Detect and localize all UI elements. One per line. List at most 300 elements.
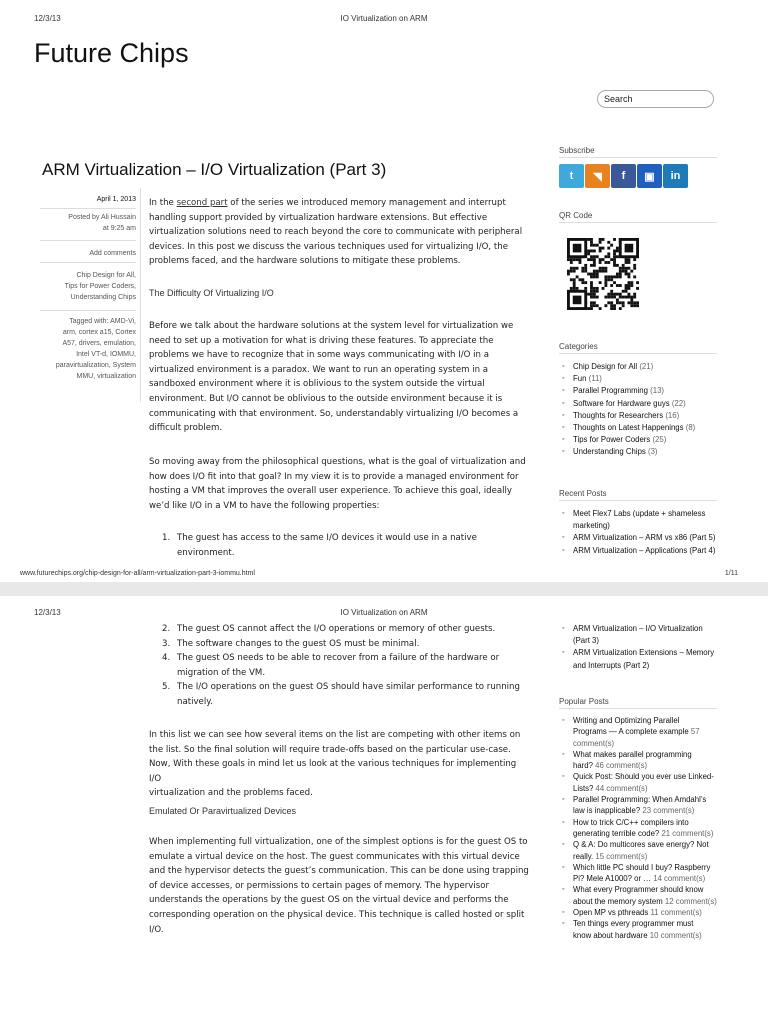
text-line: virtualization and the problems faced. bbox=[149, 788, 313, 799]
popular-post-link[interactable] bbox=[559, 771, 719, 794]
category-item[interactable] bbox=[559, 398, 719, 410]
qr-module bbox=[573, 267, 576, 270]
category-link[interactable]: Tips for Power Coders, bbox=[64, 283, 136, 290]
popular-posts-list bbox=[559, 715, 719, 941]
qr-module bbox=[627, 273, 630, 276]
list-item bbox=[162, 637, 522, 652]
qr-module bbox=[604, 270, 607, 273]
qr-module bbox=[625, 287, 628, 290]
text-line: sandboxed environment where it is oblivious to the system outside the virtual bbox=[149, 379, 485, 390]
popular-post-line: Ten things every programmer must bbox=[573, 919, 694, 929]
qr-module bbox=[599, 267, 602, 270]
qr-module bbox=[610, 258, 613, 261]
text-line: need to set up a motivation for what is driving these features. To appreciate the bbox=[149, 335, 494, 346]
bullet-icon: ◦ bbox=[562, 399, 565, 407]
qr-module bbox=[636, 301, 639, 304]
category-item[interactable] bbox=[559, 410, 719, 422]
second-part-link[interactable]: second part bbox=[176, 198, 228, 208]
delicious-icon[interactable]: ▣ bbox=[637, 164, 662, 188]
popular-post-link[interactable] bbox=[559, 918, 719, 941]
popular-post-title: generating terrible code? bbox=[573, 828, 660, 838]
qr-module bbox=[593, 255, 596, 258]
qr-module bbox=[593, 275, 596, 278]
qr-module bbox=[625, 296, 628, 299]
list-number: 3. bbox=[162, 638, 171, 649]
bullet-icon: ◦ bbox=[562, 363, 565, 370]
qr-module bbox=[596, 255, 599, 258]
qr-module bbox=[604, 261, 607, 264]
qr-module bbox=[576, 275, 579, 278]
qr-module bbox=[590, 241, 593, 244]
qr-module bbox=[607, 252, 610, 255]
bullet-icon: ◦ bbox=[562, 909, 565, 917]
qr-module bbox=[587, 307, 590, 310]
recent-post-link[interactable] bbox=[559, 508, 719, 532]
qr-module bbox=[590, 275, 593, 278]
qr-module bbox=[619, 273, 622, 276]
comment-count: 46 comment(s) bbox=[595, 761, 648, 771]
qr-module bbox=[604, 255, 607, 258]
qr-module bbox=[593, 264, 596, 267]
divider bbox=[40, 208, 136, 209]
qr-module bbox=[610, 293, 613, 296]
popular-post-link[interactable] bbox=[559, 749, 719, 772]
list-item-text: The I/O operations on the guest OS should have similar performance to running bbox=[177, 682, 520, 693]
category-item[interactable] bbox=[559, 446, 719, 458]
qr-module bbox=[567, 273, 570, 276]
qr-module bbox=[599, 238, 602, 241]
qr-module bbox=[625, 270, 628, 273]
popular-post-line bbox=[573, 805, 719, 816]
qr-module bbox=[630, 301, 633, 304]
popular-post-line: How to trick C/C++ compilers into bbox=[573, 817, 689, 827]
qr-module bbox=[616, 264, 619, 267]
category-name[interactable]: Thoughts on Latest Happenings bbox=[573, 423, 684, 433]
list-item-text: The software changes to the guest OS must be minimal. bbox=[177, 638, 420, 649]
popular-post-line bbox=[573, 828, 719, 839]
qr-module bbox=[607, 301, 610, 304]
qr-module bbox=[619, 275, 622, 278]
category-count: (3) bbox=[648, 447, 658, 457]
qr-module bbox=[630, 270, 633, 273]
qr-module bbox=[584, 287, 587, 290]
text-line: the list. So the final solution will require trade-offs based on the particular use-case. bbox=[149, 744, 511, 755]
qr-module bbox=[610, 301, 613, 304]
bullet-icon: ◦ bbox=[562, 796, 565, 804]
category-item[interactable] bbox=[559, 434, 719, 446]
properties-list bbox=[162, 531, 522, 560]
qr-module bbox=[627, 296, 630, 299]
category-item[interactable] bbox=[559, 373, 719, 385]
qr-module bbox=[627, 287, 630, 290]
bullet-icon: ◦ bbox=[562, 424, 565, 432]
qr-module bbox=[625, 273, 628, 276]
qr-module bbox=[599, 247, 602, 250]
bullet-icon: ◦ bbox=[562, 863, 565, 871]
qr-module bbox=[576, 287, 579, 290]
qr-module bbox=[602, 247, 605, 250]
qr-module bbox=[610, 307, 613, 310]
qr-module bbox=[622, 296, 625, 299]
qr-module bbox=[613, 304, 616, 307]
qr-module bbox=[602, 287, 605, 290]
divider bbox=[559, 222, 717, 223]
comment-count: 21 comment(s) bbox=[661, 828, 714, 838]
divider bbox=[559, 708, 717, 709]
popular-post-line bbox=[573, 907, 719, 918]
qr-module bbox=[573, 287, 576, 290]
qr-module bbox=[627, 301, 630, 304]
qr-module bbox=[567, 258, 570, 261]
paragraph-tradeoffs bbox=[149, 728, 529, 801]
qr-module bbox=[570, 270, 573, 273]
popular-post-line bbox=[573, 851, 719, 862]
qr-module bbox=[607, 293, 610, 296]
popular-post-title: know about hardware bbox=[573, 930, 648, 940]
category-count: (11) bbox=[588, 374, 602, 384]
qr-module bbox=[593, 273, 596, 276]
bullet-icon: ◦ bbox=[562, 649, 565, 657]
qr-module bbox=[630, 281, 633, 284]
qr-module bbox=[593, 293, 596, 296]
post-date: April 1, 2013 bbox=[96, 196, 136, 203]
category-item[interactable] bbox=[559, 385, 719, 397]
qr-title: QR Code bbox=[559, 211, 593, 220]
comment-count: 15 comment(s) bbox=[595, 851, 648, 861]
qr-module bbox=[619, 296, 622, 299]
category-name[interactable]: Chip Design for All bbox=[573, 362, 638, 371]
qr-module bbox=[581, 270, 584, 273]
qr-module bbox=[607, 241, 610, 244]
text-line: we’d like I/O in a VM to have the following properties: bbox=[149, 500, 380, 511]
qr-module bbox=[627, 275, 630, 278]
qr-module bbox=[570, 261, 573, 264]
qr-module bbox=[590, 281, 593, 284]
qr-module bbox=[604, 296, 607, 299]
popular-post-line bbox=[573, 896, 719, 907]
qr-module bbox=[596, 296, 599, 299]
qr-module bbox=[576, 258, 579, 261]
print-page-2 bbox=[0, 596, 768, 1024]
popular-posts-title: Popular Posts bbox=[559, 697, 609, 706]
popular-post-line: What every Programmer should know bbox=[573, 885, 704, 895]
search-input[interactable]: Search bbox=[597, 90, 714, 108]
text-line: corresponding operation on the physical device. This technique is called hosted or split bbox=[149, 909, 525, 920]
recent-post-link[interactable] bbox=[559, 532, 719, 544]
text-line: of device accesses, or permissions to certain pages of memory. The hypervisor bbox=[149, 880, 490, 891]
qr-module bbox=[607, 278, 610, 281]
intro-paragraph: In the second part of the series we introduced memory management and interrupt handling support provided by virtualization hardware extensions. But effective virtualization solutions need to reach beyond the core to communicate with peripheral devices. In this post we discuss the various techniques used for virtualizing I/O, the problems faced, and the hardware solutions to mitigate these problems. bbox=[149, 198, 523, 267]
tag-links[interactable]: arm, cortex a15, Cortex bbox=[62, 329, 136, 336]
post-categories[interactable] bbox=[40, 270, 136, 303]
qr-module bbox=[613, 264, 616, 267]
text-line: virtualized environment is a paradox. We want to run an operating system in a bbox=[149, 364, 489, 375]
divider bbox=[559, 353, 717, 354]
qr-module bbox=[616, 293, 619, 296]
category-name[interactable]: Software for Hardware guys bbox=[573, 398, 670, 408]
qr-module bbox=[573, 296, 582, 305]
popular-post-link[interactable] bbox=[559, 862, 719, 885]
qr-module bbox=[610, 290, 613, 293]
category-count: (8) bbox=[685, 423, 696, 433]
qr-module bbox=[616, 298, 619, 301]
rss-icon[interactable]: ◥ bbox=[585, 164, 610, 188]
qr-module bbox=[593, 301, 596, 304]
qr-module bbox=[593, 270, 596, 273]
popular-post-line: Quick Post: Should you ever use Linked- bbox=[573, 772, 714, 782]
qr-module bbox=[587, 258, 590, 261]
qr-module bbox=[590, 304, 593, 307]
recent-post-link[interactable] bbox=[559, 647, 719, 671]
categories-list bbox=[559, 361, 719, 459]
tag-links[interactable]: A57, drivers, emulation, bbox=[62, 340, 136, 347]
bullet-icon: ◦ bbox=[562, 510, 565, 517]
tag-links[interactable]: Tagged with: AMD-Vi, bbox=[69, 318, 136, 325]
qr-module bbox=[610, 275, 613, 278]
qr-module bbox=[590, 238, 593, 241]
text-line: how does I/O fit into that goal? In my view it is to provide a managed environment for bbox=[149, 471, 519, 482]
list-item-text: migration of the VM. bbox=[177, 667, 266, 678]
qr-module bbox=[604, 275, 607, 278]
bullet-icon: ◦ bbox=[562, 750, 565, 758]
qr-module bbox=[581, 281, 584, 284]
qr-module bbox=[616, 273, 619, 276]
popular-post-title: hard? bbox=[573, 761, 593, 771]
divider bbox=[40, 310, 136, 311]
text-line: When implementing full virtualization, one of the simplest options is for the guest OS to bbox=[149, 837, 528, 847]
qr-module bbox=[622, 270, 625, 273]
qr-module bbox=[587, 293, 590, 296]
category-item[interactable] bbox=[559, 422, 719, 434]
qr-module bbox=[627, 267, 630, 270]
recent-post-link-line: ARM Virtualization – Applications (Part 4) bbox=[573, 545, 716, 555]
recent-post-link-line: ARM Virtualization – ARM vs x86 (Part 5) bbox=[573, 533, 716, 543]
qr-module bbox=[625, 290, 628, 293]
qr-module bbox=[590, 301, 593, 304]
tag-links[interactable]: paravirtualization, System bbox=[55, 362, 136, 369]
popular-post-link[interactable] bbox=[559, 794, 719, 817]
qr-module bbox=[630, 296, 633, 299]
social-icons bbox=[559, 164, 689, 188]
qr-module bbox=[613, 293, 616, 296]
bullet-icon: ◦ bbox=[562, 717, 565, 724]
qr-module bbox=[616, 301, 619, 304]
qr-module bbox=[599, 258, 602, 261]
qr-module bbox=[619, 284, 622, 287]
category-link[interactable]: Understanding Chips bbox=[70, 294, 136, 301]
post-title: ARM Virtualization – I/O Virtualization (Part 3) bbox=[42, 160, 387, 179]
site-title[interactable]: Future Chips bbox=[34, 38, 189, 68]
popular-post-link[interactable] bbox=[559, 817, 719, 840]
qr-module bbox=[613, 275, 616, 278]
popular-post-line: Which little PC should I buy? Raspberry bbox=[573, 862, 711, 872]
qr-module bbox=[590, 290, 593, 293]
category-name[interactable]: Tips for Power Coders bbox=[573, 435, 651, 445]
bullet-icon: ◦ bbox=[562, 773, 565, 781]
category-name[interactable]: Parallel Programming bbox=[573, 386, 648, 396]
recent-posts-list-continued bbox=[559, 623, 719, 672]
popular-post-link[interactable] bbox=[559, 907, 719, 918]
qr-module bbox=[590, 287, 593, 290]
text-line: problems we have to recognize that in some ways communicating with I/O in a bbox=[149, 350, 489, 361]
bullet-icon: ◦ bbox=[562, 886, 565, 894]
qr-module bbox=[630, 304, 633, 307]
qr-module bbox=[593, 296, 596, 299]
list-item-text: The guest OS needs to be able to recover from a failure of the hardware or bbox=[177, 653, 500, 664]
qr-module bbox=[619, 293, 622, 296]
print-title: IO Virtualization on ARM bbox=[340, 608, 428, 617]
bullet-icon: ◦ bbox=[562, 841, 565, 849]
recent-post-link-line: Meet Flex7 Labs (update + shameless bbox=[573, 509, 706, 518]
text-line: In this list we can see how several items on the list are competing with other items on bbox=[149, 730, 521, 740]
bullet-icon: ◦ bbox=[562, 411, 565, 419]
qr-module bbox=[604, 284, 607, 287]
comment-count: 57 comment(s) bbox=[573, 727, 700, 748]
qr-module bbox=[573, 270, 576, 273]
recent-post-link-line: (Part 3) bbox=[573, 636, 599, 646]
qr-module bbox=[604, 267, 607, 270]
category-name[interactable]: Understanding Chips bbox=[573, 447, 646, 457]
popular-post-link[interactable] bbox=[559, 715, 719, 749]
recent-post-link-line: marketing) bbox=[573, 521, 610, 531]
category-link[interactable]: Chip Design for All, bbox=[76, 272, 136, 279]
qr-module bbox=[616, 250, 619, 253]
comment-count: 23 comment(s) bbox=[642, 806, 695, 816]
popular-post-title: Pi? Mele A1000? or … bbox=[573, 874, 652, 884]
print-title: IO Virtualization on ARM bbox=[340, 14, 428, 23]
qr-module bbox=[602, 238, 605, 241]
post-tags[interactable] bbox=[40, 316, 136, 382]
add-comments-link[interactable]: Add comments bbox=[89, 250, 136, 257]
text-line: understands the operations by the guest OS on the virtual device and performs the bbox=[149, 895, 509, 906]
popular-post-line bbox=[573, 783, 719, 794]
qr-module bbox=[596, 244, 599, 247]
bullet-icon: ◦ bbox=[562, 818, 565, 826]
print-header bbox=[0, 608, 768, 620]
facebook-icon[interactable]: f bbox=[611, 164, 636, 188]
text-line: Now, With these goals in mind let us look at the various techniques for implementing I/O bbox=[149, 759, 517, 784]
qr-module bbox=[633, 304, 636, 307]
qr-module bbox=[567, 270, 570, 273]
section-heading-emulated: Emulated Or Paravirtualized Devices bbox=[149, 806, 297, 816]
bullet-icon: ◦ bbox=[562, 448, 565, 456]
qr-module bbox=[599, 307, 602, 310]
qr-module bbox=[587, 273, 590, 276]
qr-module bbox=[616, 255, 619, 258]
popular-post-title: law is inapplicable? bbox=[573, 806, 641, 816]
meta-border bbox=[140, 188, 141, 402]
qr-module bbox=[581, 267, 584, 270]
section-heading-difficulty: The Difficulty Of Virtualizing I/O bbox=[149, 288, 274, 298]
qr-module bbox=[584, 267, 587, 270]
qr-module bbox=[616, 284, 619, 287]
twitter-icon[interactable]: t bbox=[559, 164, 584, 188]
qr-module bbox=[619, 267, 622, 270]
bullet-icon: ◦ bbox=[562, 534, 565, 542]
qr-module bbox=[625, 284, 628, 287]
qr-module bbox=[627, 293, 630, 296]
qr-module bbox=[613, 296, 616, 299]
category-name[interactable]: Fun bbox=[573, 374, 587, 384]
category-name[interactable]: Thoughts for Researchers bbox=[573, 410, 664, 420]
tag-links[interactable]: Intel VT-d, IOMMU, bbox=[76, 351, 136, 358]
list-number: 5. bbox=[162, 682, 171, 693]
recent-post-link-line: ARM Virtualization – I/O Virtualization bbox=[573, 624, 703, 633]
qr-module bbox=[622, 304, 625, 307]
qr-module bbox=[599, 250, 602, 253]
list-item: 1. The guest has access to the same I/O devices it would use in a native environment. bbox=[162, 533, 477, 558]
qr-module bbox=[590, 293, 593, 296]
qr-module bbox=[604, 281, 607, 284]
popular-post-line bbox=[573, 873, 719, 884]
list-number: 2. bbox=[162, 624, 171, 634]
text-line: So moving away from the philosophical questions, what is the goal of virtualization and bbox=[149, 457, 526, 467]
qr-module bbox=[613, 252, 616, 255]
paragraph-goals bbox=[149, 455, 529, 513]
qr-module bbox=[625, 267, 628, 270]
qr-module bbox=[633, 296, 636, 299]
comment-count: 14 comment(s) bbox=[653, 874, 706, 884]
text-line: Before we talk about the hardware solutions at the system level for virtualization we bbox=[149, 321, 514, 331]
list-item-text: The guest OS cannot affect the I/O operations or memory of other guests. bbox=[177, 624, 496, 634]
qr-module bbox=[593, 261, 596, 264]
tag-links[interactable]: MMU, virtualization bbox=[76, 373, 136, 380]
text-line: difficult problem. bbox=[149, 423, 223, 434]
qr-module bbox=[613, 250, 616, 253]
qr-code-image bbox=[567, 238, 639, 310]
bullet-icon: ◦ bbox=[562, 625, 565, 632]
popular-post-title: about the memory system bbox=[573, 896, 663, 906]
bullet-icon: ◦ bbox=[562, 920, 565, 928]
qr-module bbox=[633, 258, 636, 261]
subscribe-title: Subscribe bbox=[559, 146, 595, 155]
popular-post-line: Q & A: Do multicores save energy? Not bbox=[573, 840, 709, 850]
text-line: hosting a VM that improves the overall user experience. To achieve this goal, ideally bbox=[149, 486, 513, 497]
qr-module bbox=[610, 284, 613, 287]
qr-module bbox=[602, 258, 605, 261]
qr-module bbox=[570, 287, 573, 290]
qr-module bbox=[590, 296, 593, 299]
popular-post-line bbox=[573, 930, 719, 941]
category-item[interactable] bbox=[559, 361, 719, 373]
qr-module bbox=[613, 238, 616, 241]
qr-module bbox=[596, 273, 599, 276]
qr-module bbox=[596, 270, 599, 273]
qr-module bbox=[573, 284, 576, 287]
qr-module bbox=[622, 264, 625, 267]
popular-post-link[interactable] bbox=[559, 839, 719, 862]
qr-module bbox=[613, 255, 616, 258]
recent-post-link[interactable] bbox=[559, 623, 719, 647]
qr-module bbox=[599, 241, 602, 244]
qr-module bbox=[596, 287, 599, 290]
popular-post-link[interactable] bbox=[559, 884, 719, 907]
qr-module bbox=[633, 264, 636, 267]
qr-module bbox=[630, 298, 633, 301]
list-item bbox=[162, 622, 522, 637]
linkedin-icon[interactable]: in bbox=[663, 164, 688, 188]
bullet-icon: ◦ bbox=[562, 375, 565, 383]
qr-module bbox=[636, 287, 639, 290]
recent-post-link[interactable] bbox=[559, 545, 719, 557]
qr-module bbox=[587, 250, 590, 253]
divider bbox=[559, 500, 717, 501]
qr-module bbox=[579, 261, 582, 264]
qr-module bbox=[573, 281, 576, 284]
comment-count: 10 comment(s) bbox=[649, 930, 702, 940]
qr-module bbox=[636, 281, 639, 284]
post-author: Posted by Ali Hussain at 9:25 am bbox=[68, 214, 136, 232]
